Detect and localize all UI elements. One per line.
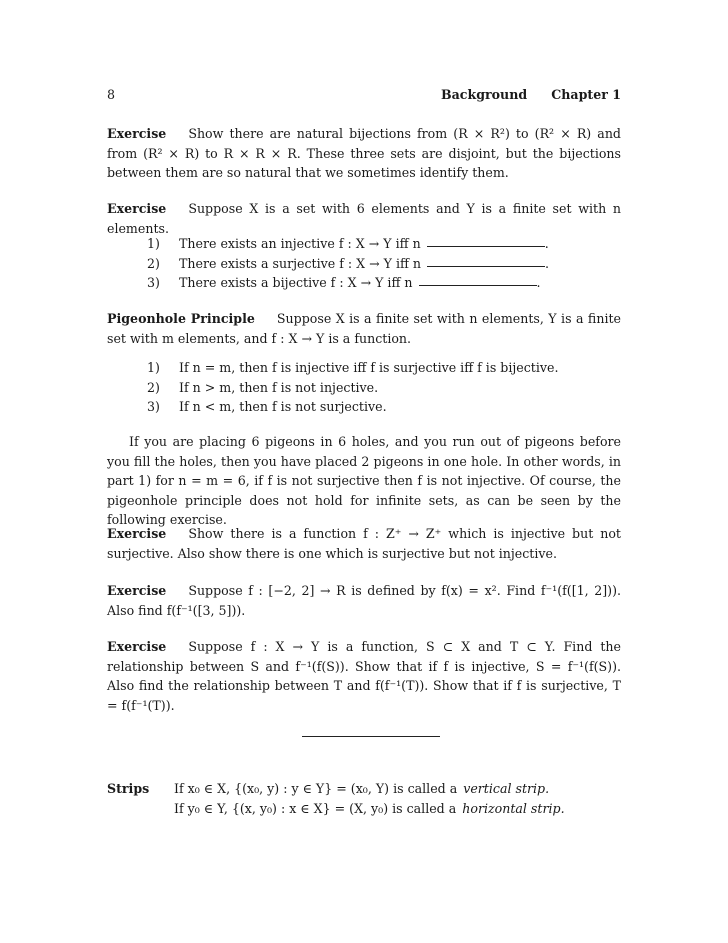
exercise-preimage [107,581,621,620]
exercise-text: Suppose f : X → Y is a function, S ⊂ X and T ⊂ Y. Find the relationship between S and f⁻¹(f(S)). Show that if f is injective, S = f⁻¹(f(S)). Also find the relationship between T and f(f⁻¹(T)). Show that if f is surjective, T = f(f⁻¹(T)). [107,639,621,713]
list-item: 1) If n = m, then f is injective iff f is surjective iff f is bijective. [147,360,559,375]
exercise-finite-sets-list [147,234,617,293]
exercise-relationship [107,637,621,715]
pigeonhole-principle [107,309,621,348]
list-item: 2) There exists a surjective f : X → Y iff n . [147,255,550,271]
vertical-strip-row: If x₀ ∈ X, {(x₀, y) : y ∈ Y} = (x₀, Y) is called a vertical strip. [174,781,550,796]
strips-title: Strips [107,781,150,796]
exercise-text: Suppose X is a set with 6 elements and Y is a finite set with n elements. [107,201,621,236]
list-item: 3) There exists a bijective f : X → Y iff n . [147,275,541,290]
exercise-finite-sets [107,199,621,238]
vertical-strip-term: vertical strip. [463,781,550,796]
exercise-bijections [107,124,621,183]
answer-blank [419,273,537,286]
exercise-text: Show there are natural bijections from (R × R²) to (R² × R) and from (R² × R) to R × R × R. These three sets are disjoint, but the bijections between them are so natural that we sometimes identify them. [107,126,621,180]
principle-title: Pigeonhole Principle [107,311,255,326]
horizontal-strip-row: If y₀ ∈ Y, {(x, y₀) : x ∈ X} = (X, y₀) is called a horizontal strip. [174,800,565,816]
section-title: Background [441,87,528,102]
horizontal-strip-term: horizontal strip. [462,800,565,816]
answer-blank [427,254,545,267]
pigeonhole-list [147,358,617,417]
list-item: 1) There exists an injective f : X → Y iff n . [147,236,549,251]
principle-text: Suppose X is a finite set with n elements, Y is a finite set with m elements, and f : X → Y is a function. [107,311,621,346]
exercise-title: Exercise [107,639,167,654]
answer-blank [427,234,545,247]
exercise-text: Suppose f : [−2, 2] → R is defined by f(x) = x². Find f⁻¹(f([1, 2])). Also find f(f⁻¹([3, 5])). [107,583,621,618]
page-number: 8 [107,87,116,102]
section-divider [302,736,440,737]
exercise-title: Exercise [107,583,167,598]
pigeon-paragraph: If you are placing 6 pigeons in 6 holes, and you run out of pigeons before you fill the holes, then you have placed 2 pigeons in one hole. In other words, in part 1) for n = m = 6, if f is not surjective then f is not injective. Of course, the pigeonhole principle does not hold for infinite sets, as can be seen by the following exercise. [107,434,621,527]
list-item: 2) If n > m, then f is not injective. [147,379,379,395]
exercise-title: Exercise [107,126,167,141]
exercise-title: Exercise [107,201,167,216]
running-header [107,87,621,105]
chapter-title: Chapter 1 [551,87,621,102]
exercise-z-plus [107,524,621,563]
exercise-title: Exercise [107,526,167,541]
list-item: 3) If n < m, then f is not surjective. [147,399,387,414]
exercise-text: Show there is a function f : Z⁺ → Z⁺ which is injective but not surjective. Also show there is one which is surjective but not injective. [107,526,621,561]
